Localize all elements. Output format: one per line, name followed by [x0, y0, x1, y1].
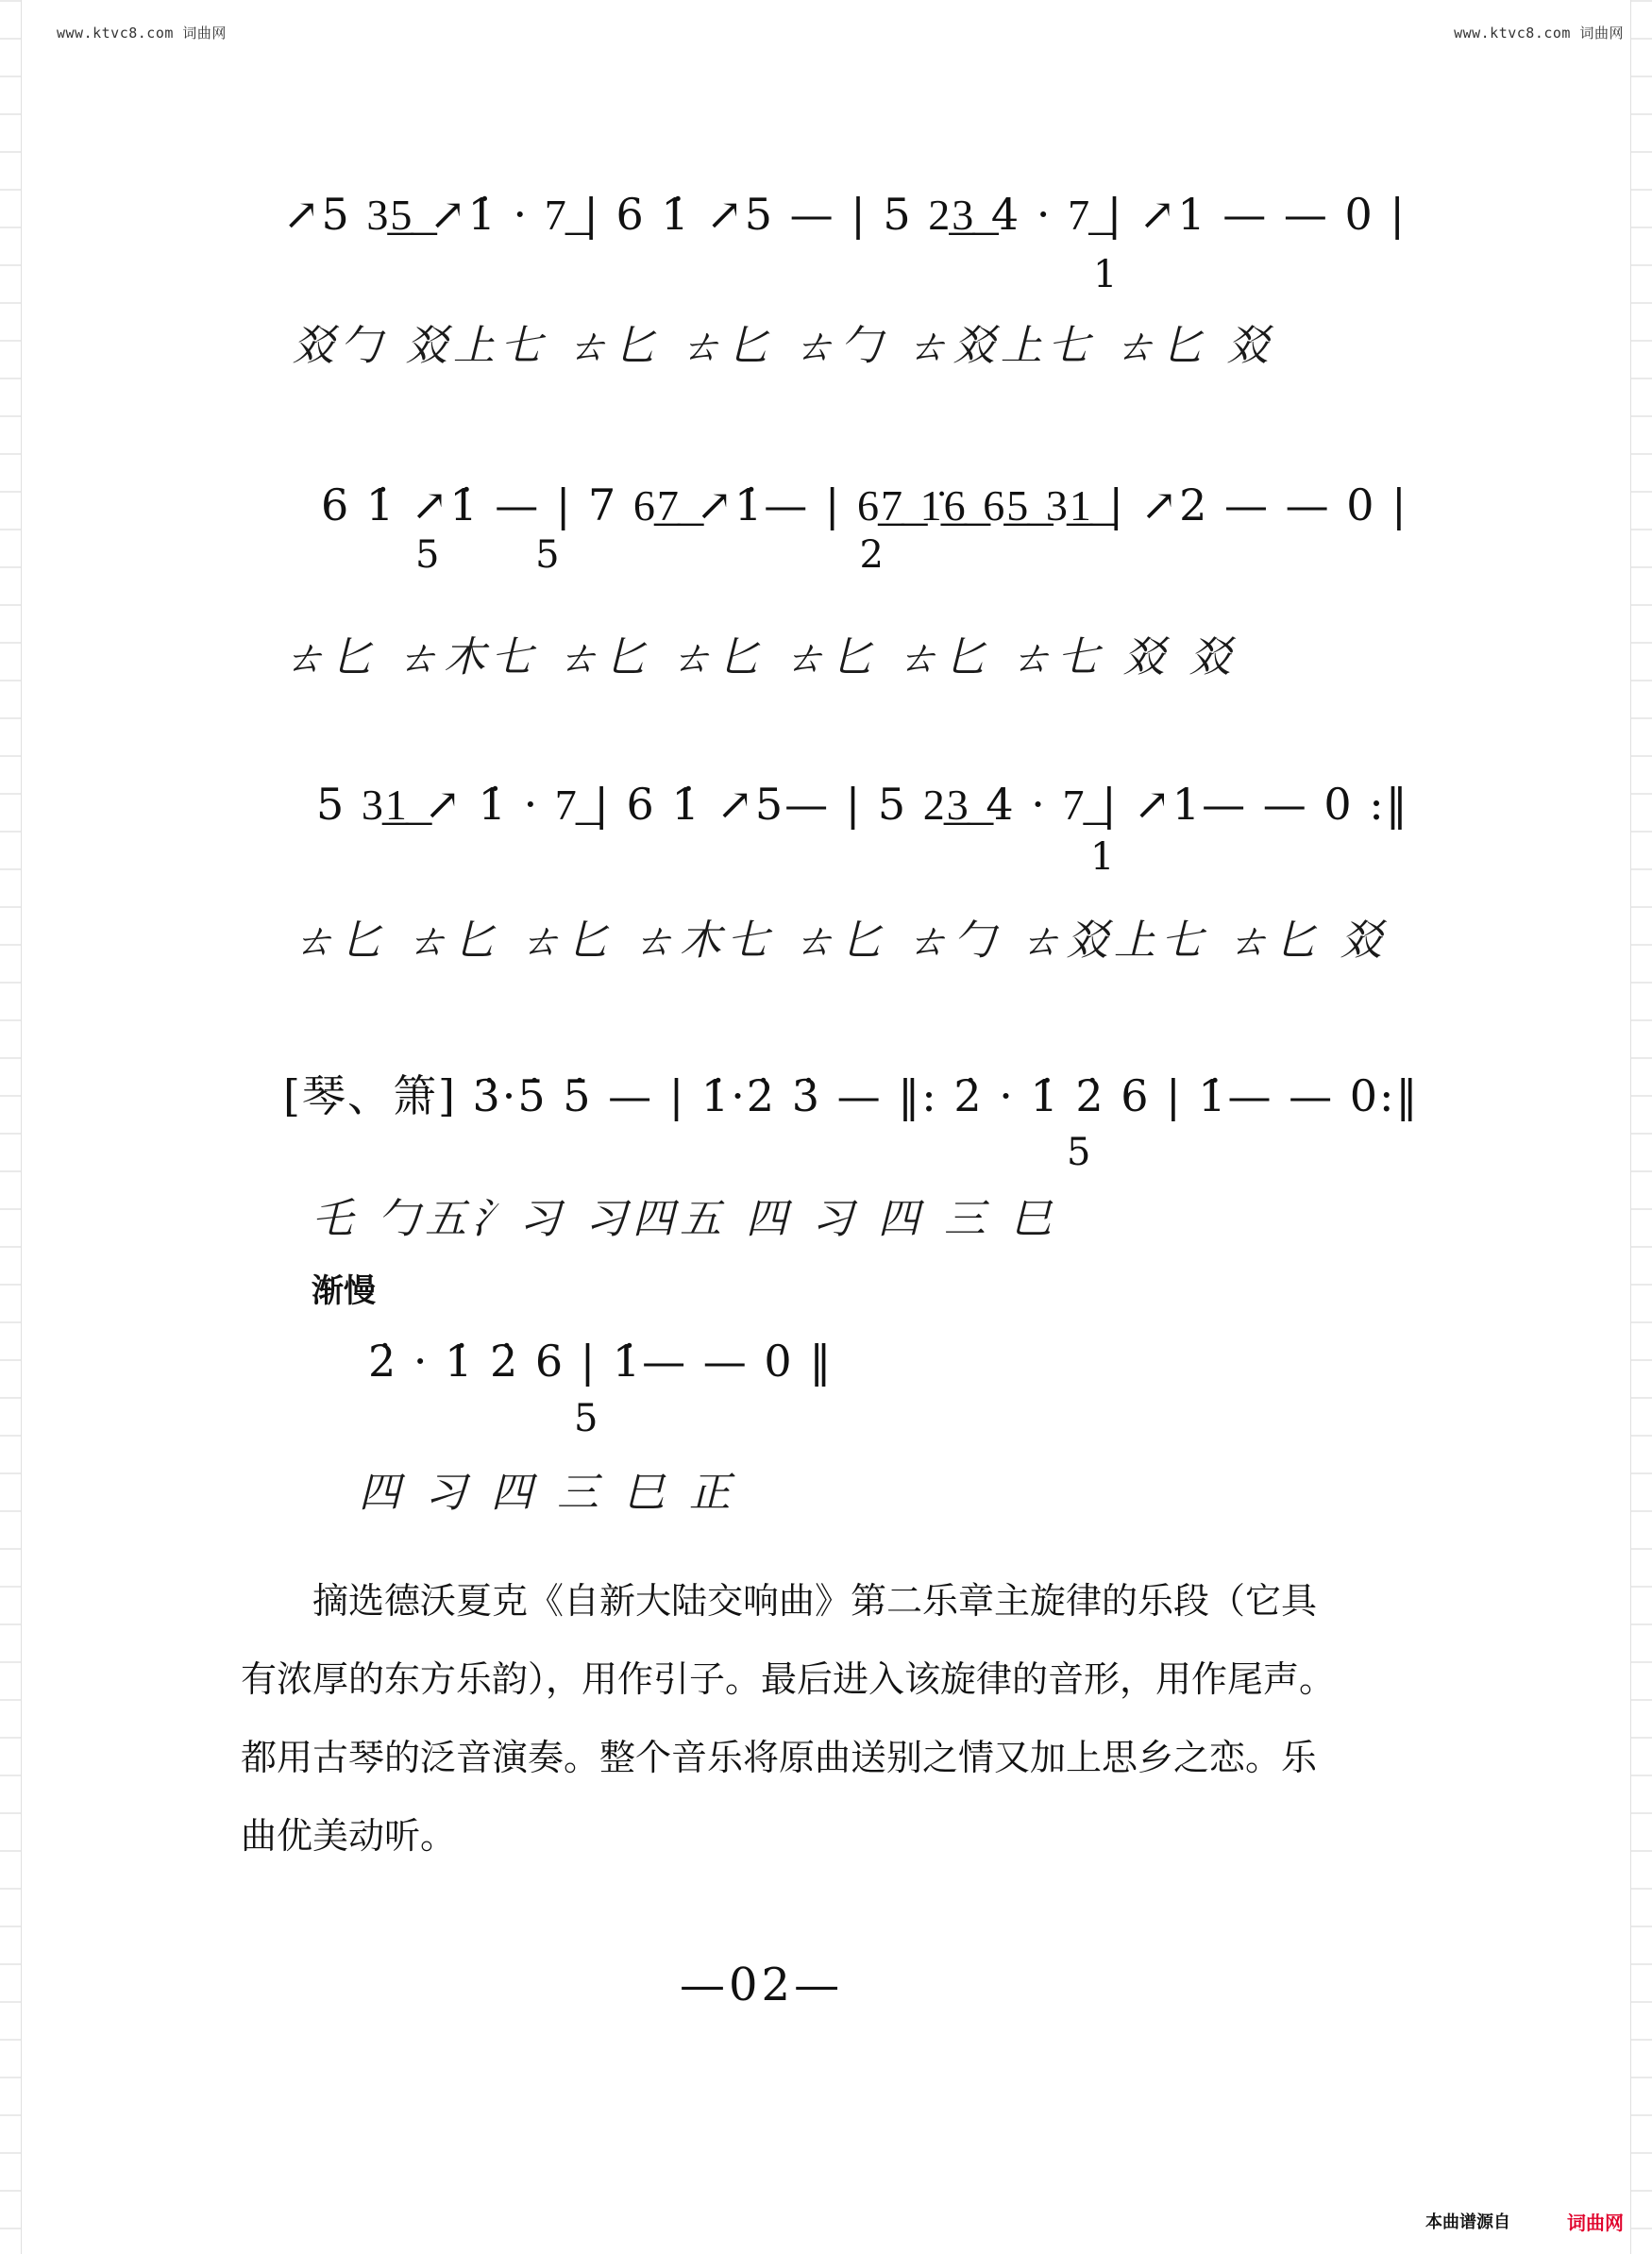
tempo-mark: 渐慢	[312, 1272, 376, 1310]
footer-brand-logo[interactable]: 词曲网	[1567, 2212, 1624, 2234]
notation-line-2: 6 1̇ ↗1̇ — | 7 6͟7͟ ↗1̇— | 6͟7͟ 1̇͟6͟ 6͟5͟ 3͟1͟ | ↗2 — — 0 |	[321, 479, 1408, 530]
right-margin-strip	[1630, 0, 1652, 2254]
watermark-right: www.ktvc8.com 词曲网	[1454, 25, 1624, 42]
left-margin-strip	[0, 0, 22, 2254]
sub-note-4: 5	[1067, 1131, 1091, 1174]
tablature-line-2: ㄊ匕 ㄊ木七 ㄊ匕 ㄊ匕 ㄊ匕 ㄊ匕 ㄊ七 㸚 㸚	[283, 633, 1237, 681]
notation-line-4: [琴、箫] 3̇·5̇ 5̇ — | 1̇·2̇ 3̇ — ‖: 2̇ · 1̇ 2̇ 6 | 1̇— — 0:‖	[283, 1070, 1420, 1121]
notation-line-3: 5 3͟1͟ ↗ 1̇ · 7͟ | 6 1̇ ↗5— | 5 2͟3͟ 4 · 7͟ | ↗1— — 0 :‖	[316, 779, 1409, 830]
page-number: —02—	[680, 1959, 844, 2011]
tablature-line-1: 㸚勹 㸚上七 ㄊ匕 ㄊ匕 ㄊ勹 ㄊ㸚上七 ㄊ匕 㸚	[293, 322, 1274, 370]
sub-note-3: 1	[1090, 835, 1115, 879]
sub-note-1: 1	[1093, 253, 1118, 296]
tablature-line-3: ㄊ匕 ㄊ匕 ㄊ匕 ㄊ木七 ㄊ匕 ㄊ勹 ㄊ㸚上七 ㄊ匕 㸚	[293, 917, 1388, 965]
tablature-line-5: 四 习 四 三 巳 正	[359, 1469, 736, 1517]
sub-note-5: 5	[574, 1397, 598, 1440]
sub-note-2: 5 5 2	[415, 533, 884, 577]
footer-source-label: 本曲谱源自	[1425, 2212, 1510, 2232]
watermark-left: www.ktvc8.com 词曲网	[57, 25, 227, 42]
tablature-line-4: 乇 勹五氵习 习四五 四 习 四 三 巳	[312, 1195, 1057, 1243]
notation-line-1: ↗5 3͟5͟ ↗1̇ · 7͟ | 6 1̇ ↗5 — | 5 2͟3͟ 4 · 7͟ | ↗1 — — 0 |	[283, 189, 1407, 240]
description-paragraph: 摘选德沃夏克《自新大陆交响曲》第二乐章主旋律的乐段（它具有浓厚的东方乐韵），用作引子。最后进入该旋律的音形，用作尾声。都用古琴的泛音演奏。整个音乐将原曲送别之情又加上思乡之恋。乐曲优美动听。	[241, 1580, 1336, 1857]
notation-line-5: 2̇ · 1̇ 2̇ 6 | 1̇— — 0 ‖	[368, 1336, 834, 1387]
